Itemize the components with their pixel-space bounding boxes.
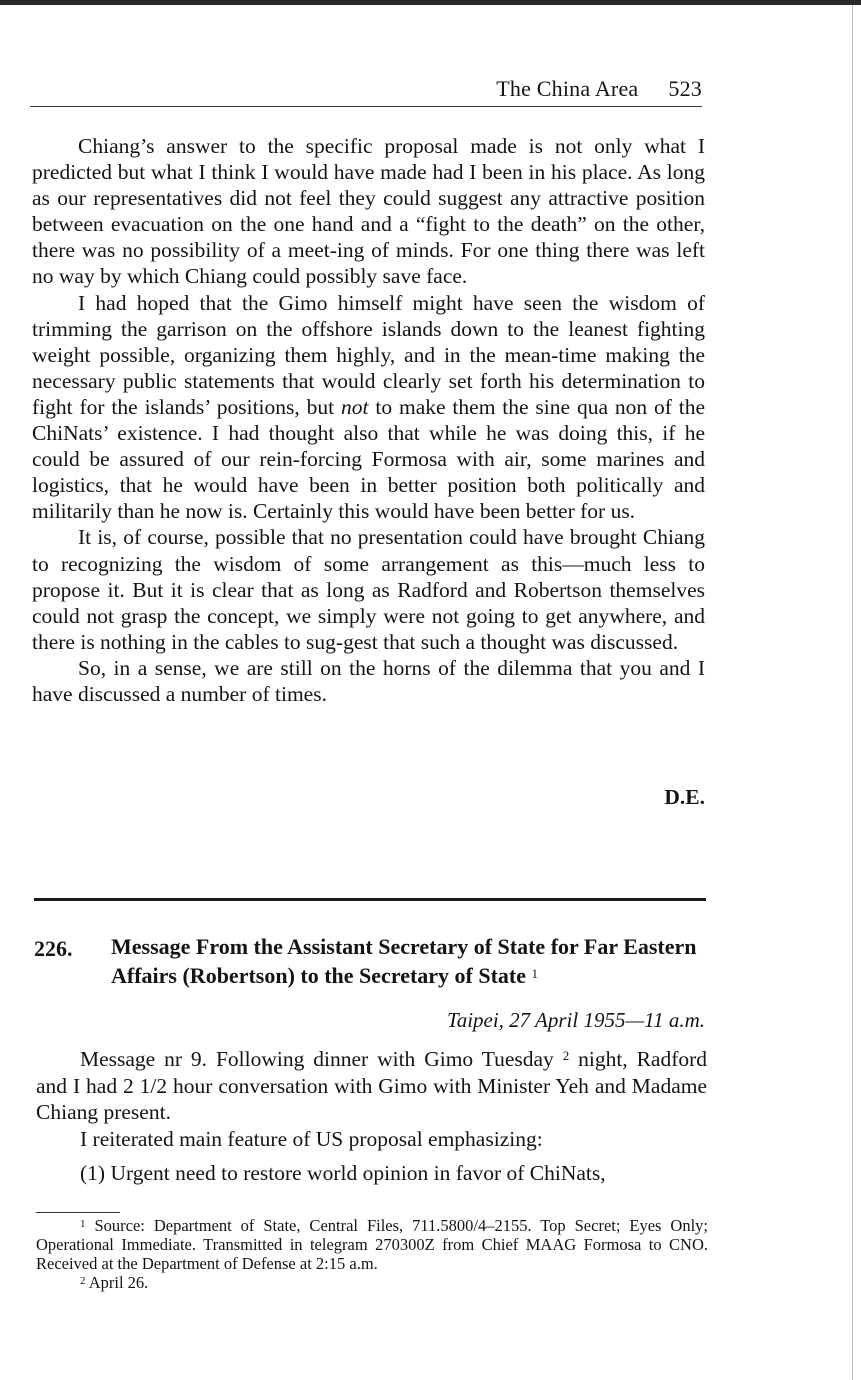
- letter-paragraph: I had hoped that the Gimo himself might have seen the wisdom of trimming the garrison on the offshore islands down to the leanest fighting weight possible, organizing them highly, and in the mean-time making the necessary public statements that would clearly set forth his determination to fight for the islands’ positions, but not to make them the sine qua non of the ChiNats’ existence. I had thought also that while he was doing this, if he could be assured of our rein-forcing Formosa with air, some marines and logistics, that he would have been in better position both politically and militarily than he now is. Certainly this would have been better for us.: [32, 290, 706, 524]
- footnote-mark: 1: [80, 1218, 86, 1230]
- page-number: 523: [668, 76, 702, 101]
- letter-paragraph: It is, of course, possible that no presentation could have brought Chiang to recognizing the wisdom of some arrangement as this—much less to propose it. But it is clear that as long as Radford and Robertson themselves could not grasp the concept, we simply were not going to get anywhere, and there is nothing in the cables to sug-gest that such a thought was discussed.: [32, 525, 705, 654]
- section-title: The China Area: [496, 76, 639, 101]
- footnote: $^1$ Source: Department of State, Central Files, 711.5800/4–2155. Top Secret; Eyes Only; Operational Immediate. Transmitted in telegram 270300Z from Chief MAAG Formosa to CNO. Received at the Department of Defense at 2:15 a.m.: [36, 1216, 709, 1273]
- footnote-ref: 2: [562, 1048, 570, 1063]
- footnote-rule: [36, 1212, 120, 1213]
- page-right-edge: [852, 5, 853, 1380]
- footnote-mark: 2: [80, 1275, 86, 1287]
- message-body: [36, 1046, 707, 1187]
- footnote: $^2$ April 26.: [80, 1273, 149, 1292]
- message-paragraph: I reiterated main feature of US proposal emphasizing:: [80, 1126, 543, 1151]
- message-paragraph: Message nr 9. Following dinner with Gimo Tuesday $^2$ night, Radford and I had 2 1/2 hour conversation with Gimo with Minister Yeh and Madame Chiang present.: [36, 1047, 708, 1124]
- message-paragraph: (1) Urgent need to restore world opinion in favor of ChiNats,: [80, 1161, 606, 1185]
- page-top-edge: [0, 0, 861, 5]
- section-divider: [34, 898, 706, 901]
- letter-paragraph: So, in a sense, we are still on the horns of the dilemma that you and I have discussed a number of times.: [32, 655, 705, 706]
- letter-paragraph: Chiang’s answer to the specific proposal made is not only what I predicted but what I think I would have made had I been in his place. As long as our representatives did not feel they could suggest any attractive position between evacuation on the one hand and a “fight to the death” on the other, there was no possibility of a meet-ing of minds. For one thing there was left no way by which Chiang could possibly save face.: [32, 134, 705, 289]
- emphasis-text: not: [341, 394, 369, 419]
- signature: D.E.: [664, 785, 705, 809]
- document-title: Message From the Assistant Secretary of State for Far Eastern Affairs (Robertson) to the Secretary of State $^1$: [111, 934, 697, 988]
- footnote-ref: 1: [531, 966, 539, 981]
- footnotes: [36, 1216, 708, 1292]
- header-rule: [30, 106, 702, 107]
- dateline: Taipei, 27 April 1955—11 a.m.: [446, 1008, 705, 1032]
- letter-body: [32, 133, 705, 707]
- running-header: [30, 76, 702, 102]
- document-number: 226.: [34, 936, 73, 961]
